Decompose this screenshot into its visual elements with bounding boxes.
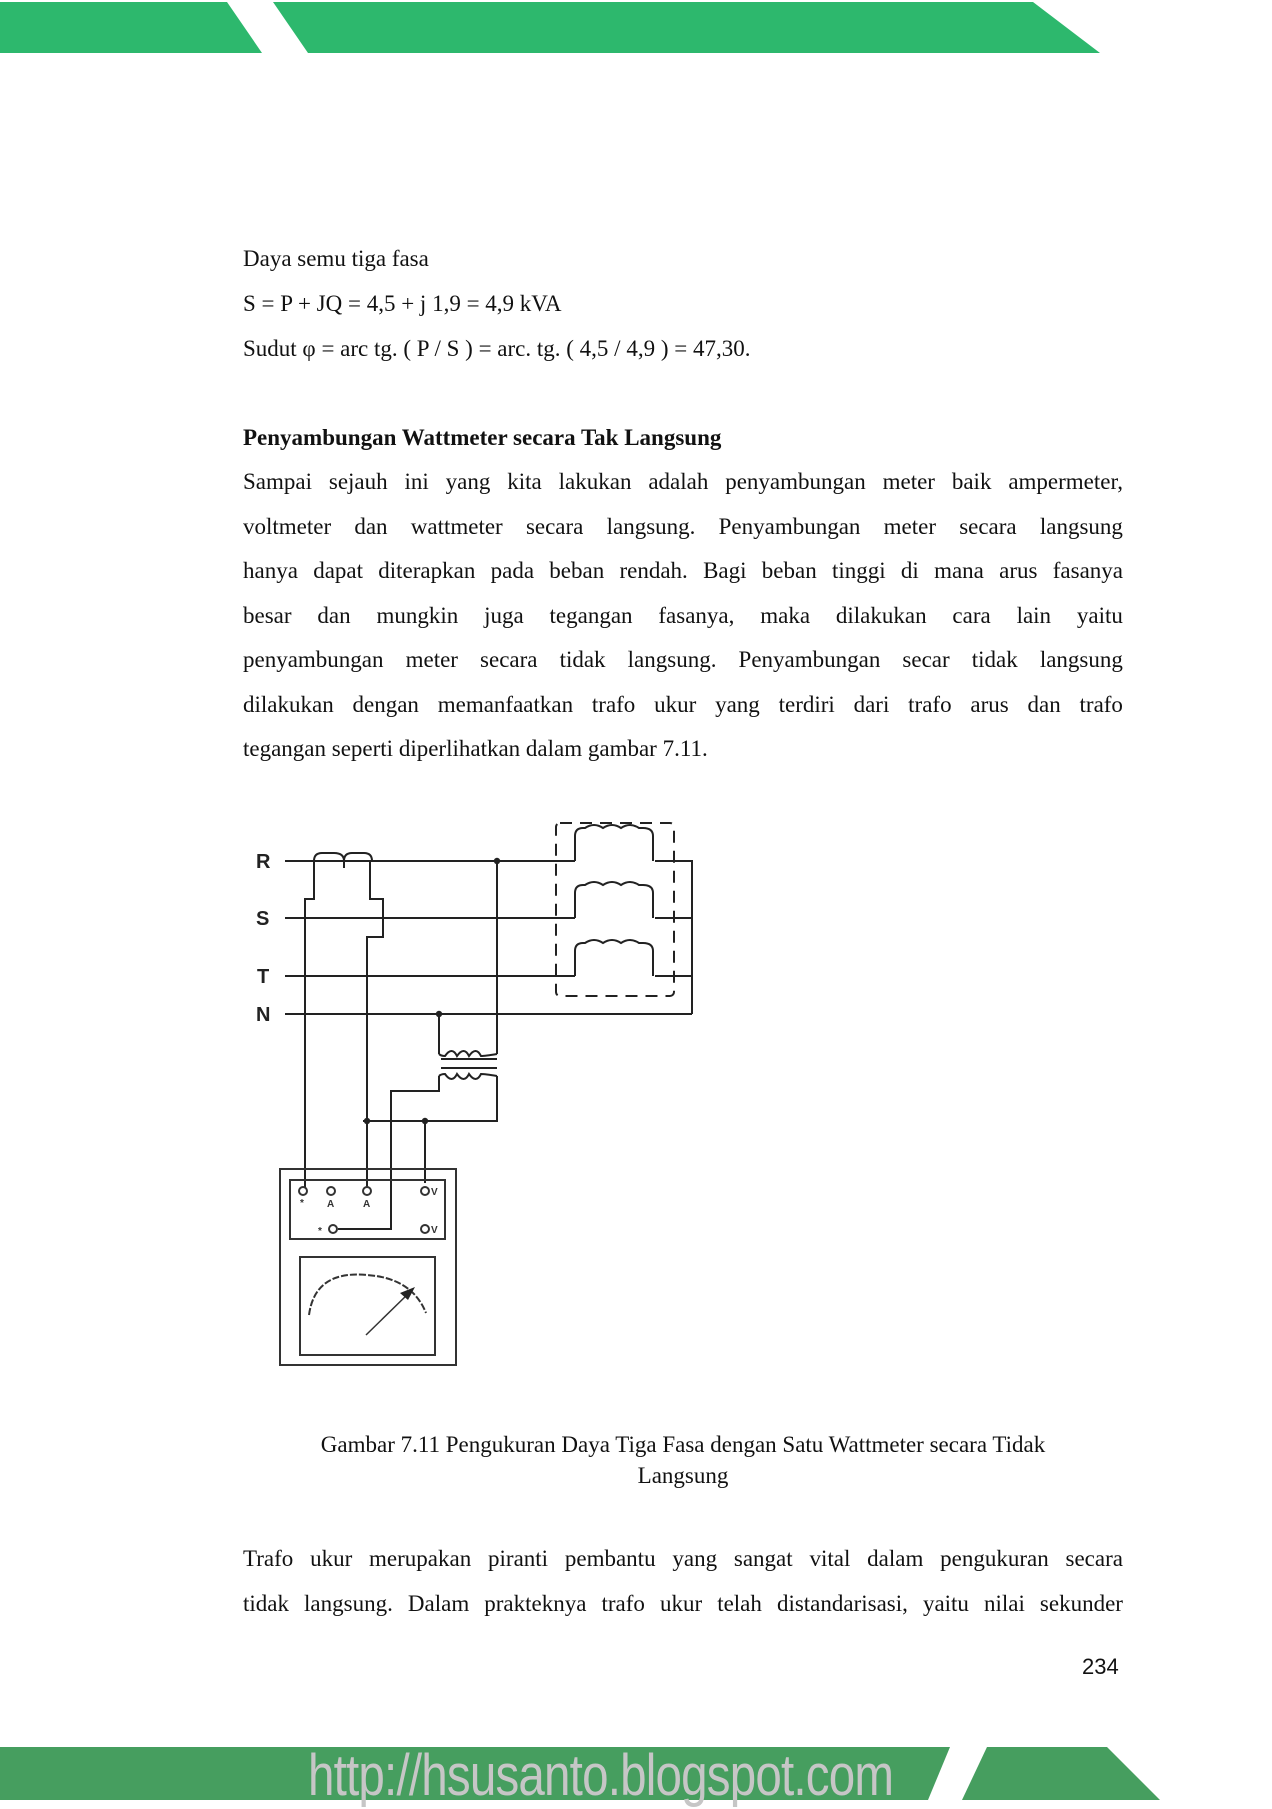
word: Sampai	[243, 469, 312, 494]
figure-caption	[243, 1429, 1123, 1491]
meter-dial-window	[300, 1257, 435, 1355]
word: pembantu	[564, 1546, 656, 1571]
word: langsung.	[627, 647, 717, 672]
word: trafo	[601, 1590, 645, 1616]
word: secara	[1065, 1546, 1123, 1571]
word: besar	[243, 602, 292, 628]
word: maka	[760, 602, 811, 628]
word: beban	[549, 558, 605, 583]
word: dilakukan	[243, 691, 334, 717]
potential-transformer-secondary	[439, 1074, 497, 1079]
word: yang	[715, 691, 760, 717]
figure-caption-line1: Gambar 7.11 Pengukuran Daya Tiga Fasa dengan Satu Wattmeter secara Tidak	[320, 1432, 1046, 1457]
word: terdiri	[778, 691, 835, 717]
terminal-current-star	[299, 1187, 307, 1195]
word: juga	[484, 602, 524, 628]
word: dilakukan	[835, 602, 927, 628]
word: hanya	[243, 558, 298, 583]
terminal-label-star2: *	[318, 1226, 322, 1237]
word: kita	[507, 469, 542, 494]
word: rendah.	[619, 558, 688, 583]
junction-dot	[422, 1118, 428, 1124]
word: ukur	[310, 1546, 353, 1571]
junction-dot	[436, 1011, 442, 1017]
word: Penyambungan	[738, 647, 881, 672]
word: sangat	[733, 1546, 793, 1571]
word: mana	[934, 558, 984, 583]
word: adalah	[648, 469, 709, 494]
closing-paragraph	[243, 1545, 1123, 1634]
word: tidak	[559, 647, 606, 672]
terminal-current-a1	[327, 1187, 335, 1195]
phase-label-s: S	[256, 908, 270, 930]
word: yang	[672, 1546, 718, 1571]
word: ini	[404, 469, 429, 494]
word: Dalam	[407, 1590, 470, 1616]
phase-label-n: N	[256, 1004, 271, 1026]
word: arus	[970, 691, 1009, 717]
word: distandarisasi,	[776, 1590, 908, 1616]
word: diterapkan	[378, 558, 476, 583]
word: langsung.	[606, 513, 696, 539]
meter-needle	[366, 1292, 410, 1335]
word: ukur	[659, 1590, 703, 1616]
section-heading: Penyambungan Wattmeter secara Tak Langsung	[243, 425, 722, 450]
word: ampermeter,	[1008, 469, 1123, 494]
terminal-current-a2	[363, 1187, 371, 1195]
terminal-label-a1: A	[327, 1199, 335, 1210]
word: sejauh	[328, 469, 388, 494]
word: Penyambungan	[718, 513, 861, 539]
potential-transformer-primary	[439, 1051, 497, 1056]
word: dan	[317, 602, 351, 628]
word: tidak	[971, 647, 1018, 672]
word: pengukuran	[940, 1546, 1049, 1571]
word: telah	[717, 1590, 762, 1616]
word: tegangan	[549, 602, 633, 628]
word: vital	[809, 1546, 851, 1571]
word: langsung	[1039, 647, 1123, 672]
terminal-voltage-star	[329, 1225, 337, 1233]
terminal-label-star: *	[300, 1198, 304, 1209]
word: meter	[883, 513, 936, 539]
word: cara	[952, 602, 991, 628]
current-transformer	[314, 853, 372, 861]
word: Trafo	[243, 1546, 294, 1571]
word: trafo	[1079, 691, 1123, 717]
word: tidak	[243, 1590, 289, 1616]
word: mungkin	[376, 602, 459, 628]
word: secara	[525, 513, 584, 539]
closing-line	[243, 1590, 1123, 1635]
word: dengan	[352, 691, 419, 717]
junction-dot	[494, 858, 500, 864]
terminal-label-v2: V	[431, 1225, 438, 1236]
terminal-label-v1: V	[431, 1187, 438, 1198]
word: prakteknya	[484, 1590, 587, 1616]
word: fasanya,	[658, 602, 735, 628]
word: baik	[951, 469, 992, 494]
word: meter	[882, 469, 935, 494]
calc-title: Daya semu tiga fasa	[243, 246, 429, 271]
word: lakukan	[558, 469, 632, 494]
word: dan	[354, 513, 388, 539]
word: sekunder	[1039, 1590, 1123, 1616]
calc-equation-angle: Sudut φ = arc tg. ( P / S ) = arc. tg. ( 4,5 / 4,9 ) = 47,30.	[243, 336, 751, 361]
calc-equation-apparent-power: S = P + JQ = 4,5 + j 1,9 = 4,9 kVA	[243, 291, 562, 316]
word: langsung.	[304, 1590, 393, 1616]
footer-banner-right	[962, 1747, 1160, 1800]
junction-dot	[364, 1118, 370, 1124]
word: beban	[761, 558, 817, 583]
load-coil-t	[575, 940, 653, 976]
word: penyambungan	[725, 469, 866, 494]
word: tinggi	[831, 558, 886, 583]
watermark-url: http://hsusanto.blogspot.com	[308, 1743, 894, 1808]
word: fasanya	[1052, 558, 1123, 583]
word: voltmeter	[243, 513, 332, 539]
word: lain	[1016, 602, 1052, 628]
load-box	[556, 823, 674, 996]
word: secara	[959, 513, 1017, 539]
word: arus	[999, 558, 1038, 583]
word: penyambungan	[243, 647, 384, 672]
word: dalam	[867, 1546, 924, 1571]
word: yang	[445, 469, 491, 494]
word: dari	[853, 691, 890, 717]
word: dapat	[313, 558, 363, 583]
word: yaitu	[1076, 602, 1123, 628]
word: merupakan	[369, 1546, 472, 1571]
word: trafo	[591, 691, 636, 717]
word: secara	[480, 647, 538, 672]
closing-line	[243, 1545, 1123, 1590]
load-coil-s	[575, 882, 653, 918]
word: pada	[490, 558, 535, 583]
word: piranti	[488, 1546, 549, 1571]
word: nilai	[983, 1590, 1025, 1616]
word: Bagi	[703, 558, 747, 583]
word: langsung	[1039, 513, 1123, 539]
word: yaitu	[922, 1590, 969, 1616]
word: trafo	[908, 691, 952, 717]
word: dan	[1027, 691, 1061, 717]
load-coil-r	[575, 825, 653, 861]
phase-label-t: T	[257, 966, 270, 988]
phase-label-r: R	[256, 851, 271, 873]
word: memanfaatkan	[437, 691, 574, 717]
terminal-voltage-v2	[421, 1225, 429, 1233]
page-number: 234	[1082, 1654, 1119, 1679]
word: wattmeter	[410, 513, 503, 539]
paragraph-last-line: tegangan seperti diperlihatkan dalam gambar 7.11.	[243, 736, 708, 761]
word: meter	[405, 647, 458, 672]
word: secar	[902, 647, 950, 672]
word: ukur	[654, 691, 697, 717]
terminal-label-a2: A	[363, 1199, 371, 1210]
terminal-voltage-v1	[421, 1187, 429, 1195]
word: di	[900, 558, 919, 583]
figure-caption-line2: Langsung	[637, 1463, 729, 1488]
